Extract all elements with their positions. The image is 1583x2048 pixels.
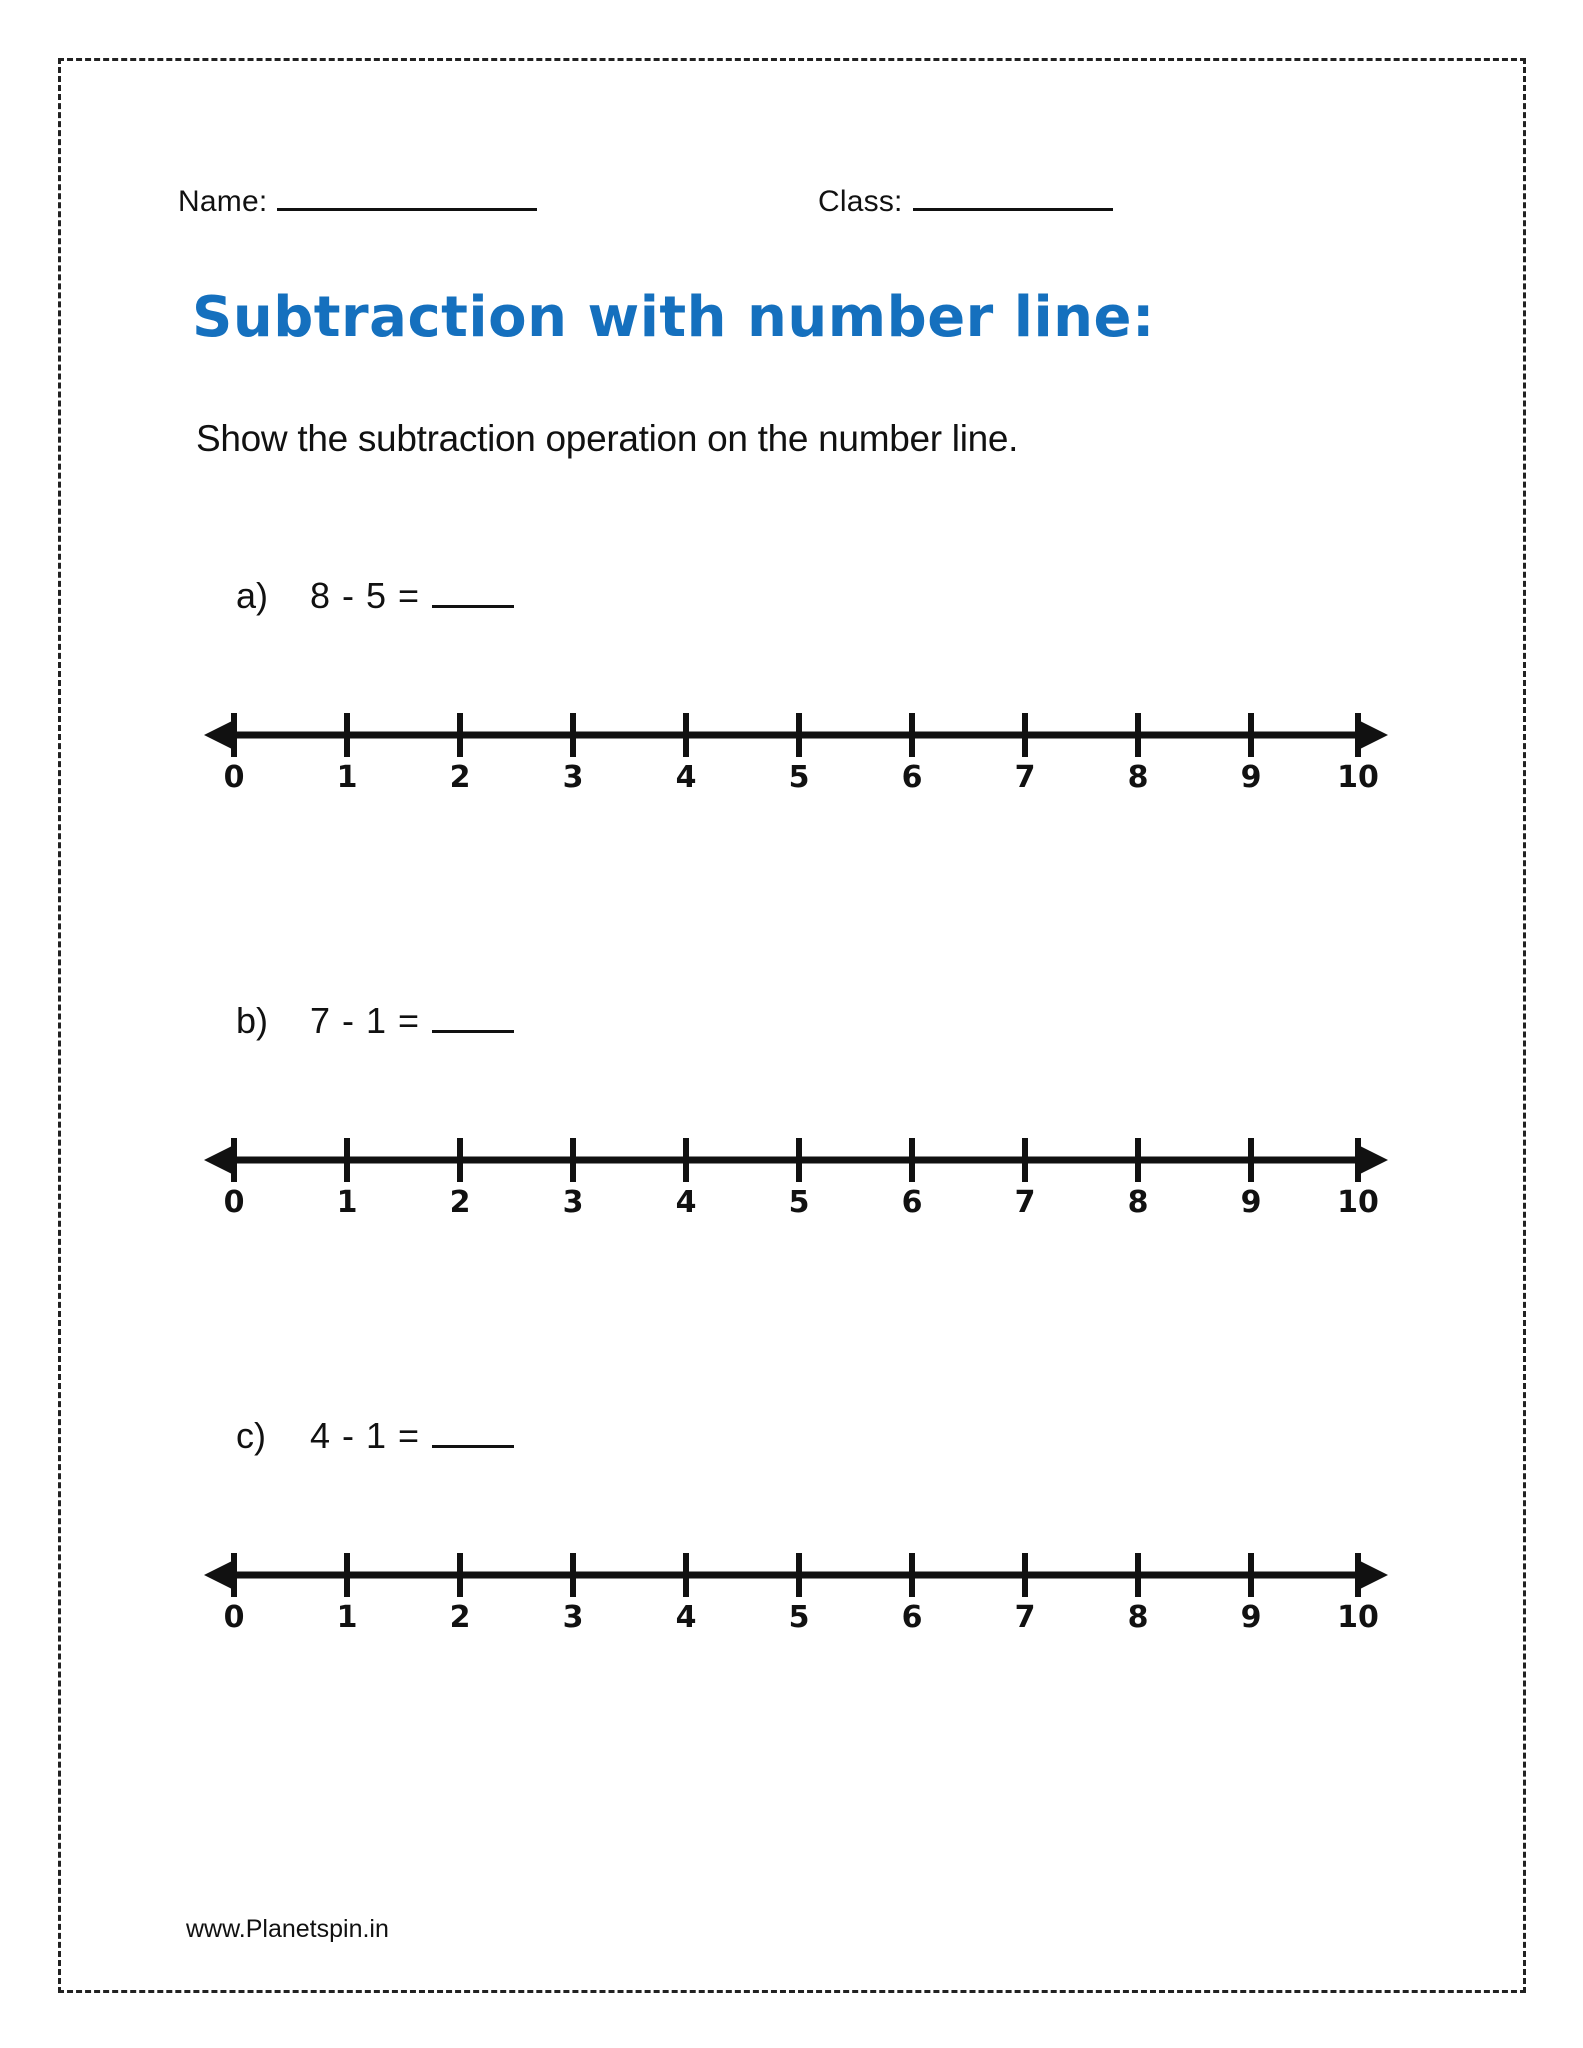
number-line-a <box>196 705 1396 815</box>
tick-label: 1 <box>336 760 358 795</box>
tick-label: 3 <box>562 1185 584 1220</box>
class-input-blank[interactable] <box>913 185 1113 211</box>
name-label: Name: <box>178 185 268 218</box>
tick-label: 6 <box>901 760 923 795</box>
problem-expression-b: 7 - 1 = <box>310 1000 421 1041</box>
name-field-group <box>178 185 537 219</box>
problem-letter-b: b) <box>236 1000 269 1041</box>
tick-label: 4 <box>675 1185 697 1220</box>
problem-expression-c: 4 - 1 = <box>310 1415 421 1456</box>
tick-label: 9 <box>1240 760 1262 795</box>
tick-label: 7 <box>1014 760 1036 795</box>
tick-label: 9 <box>1240 1600 1262 1635</box>
number-line-labels-c <box>196 1600 1396 1647</box>
problem-letter-a: a) <box>236 575 269 616</box>
tick-label: 9 <box>1240 1185 1262 1220</box>
problem-expression-a: 8 - 5 = <box>310 575 421 616</box>
equation-a <box>236 575 514 617</box>
problem-letter-c: c) <box>236 1415 266 1456</box>
number-line-svg-c <box>196 1545 1396 1605</box>
tick-label: 8 <box>1127 1600 1149 1635</box>
class-field-group <box>818 185 1113 219</box>
name-input-blank[interactable] <box>277 185 537 211</box>
tick-label: 5 <box>788 760 810 795</box>
tick-label: 0 <box>223 760 245 795</box>
answer-blank-b[interactable] <box>432 1007 514 1033</box>
student-info-row <box>178 185 1358 235</box>
tick-label: 2 <box>449 760 471 795</box>
tick-label: 4 <box>675 760 697 795</box>
instruction-text: Show the subtraction operation on the number line. <box>196 418 1019 459</box>
tick-label: 6 <box>901 1185 923 1220</box>
number-line-svg-b <box>196 1130 1396 1190</box>
number-line-c <box>196 1545 1396 1655</box>
equation-c <box>236 1415 514 1457</box>
tick-label: 10 <box>1337 1185 1379 1220</box>
tick-label: 5 <box>788 1600 810 1635</box>
tick-label: 4 <box>675 1600 697 1635</box>
equation-b <box>236 1000 514 1042</box>
footer-website: www.Planetspin.in <box>186 1915 389 1943</box>
tick-label: 1 <box>336 1185 358 1220</box>
tick-label: 2 <box>449 1185 471 1220</box>
tick-label: 8 <box>1127 1185 1149 1220</box>
tick-label: 10 <box>1337 760 1379 795</box>
class-label: Class: <box>818 185 903 218</box>
tick-label: 7 <box>1014 1185 1036 1220</box>
number-line-labels-b <box>196 1185 1396 1232</box>
tick-label: 2 <box>449 1600 471 1635</box>
number-line-b <box>196 1130 1396 1240</box>
tick-label: 1 <box>336 1600 358 1635</box>
tick-label: 0 <box>223 1185 245 1220</box>
tick-label: 3 <box>562 760 584 795</box>
answer-blank-c[interactable] <box>432 1422 514 1448</box>
page-title: Subtraction with number line: <box>192 285 1155 350</box>
tick-label: 7 <box>1014 1600 1036 1635</box>
tick-label: 8 <box>1127 760 1149 795</box>
tick-label: 3 <box>562 1600 584 1635</box>
number-line-labels-a <box>196 760 1396 807</box>
tick-label: 0 <box>223 1600 245 1635</box>
number-line-svg-a <box>196 705 1396 765</box>
tick-label: 5 <box>788 1185 810 1220</box>
tick-label: 6 <box>901 1600 923 1635</box>
answer-blank-a[interactable] <box>432 582 514 608</box>
tick-label: 10 <box>1337 1600 1379 1635</box>
